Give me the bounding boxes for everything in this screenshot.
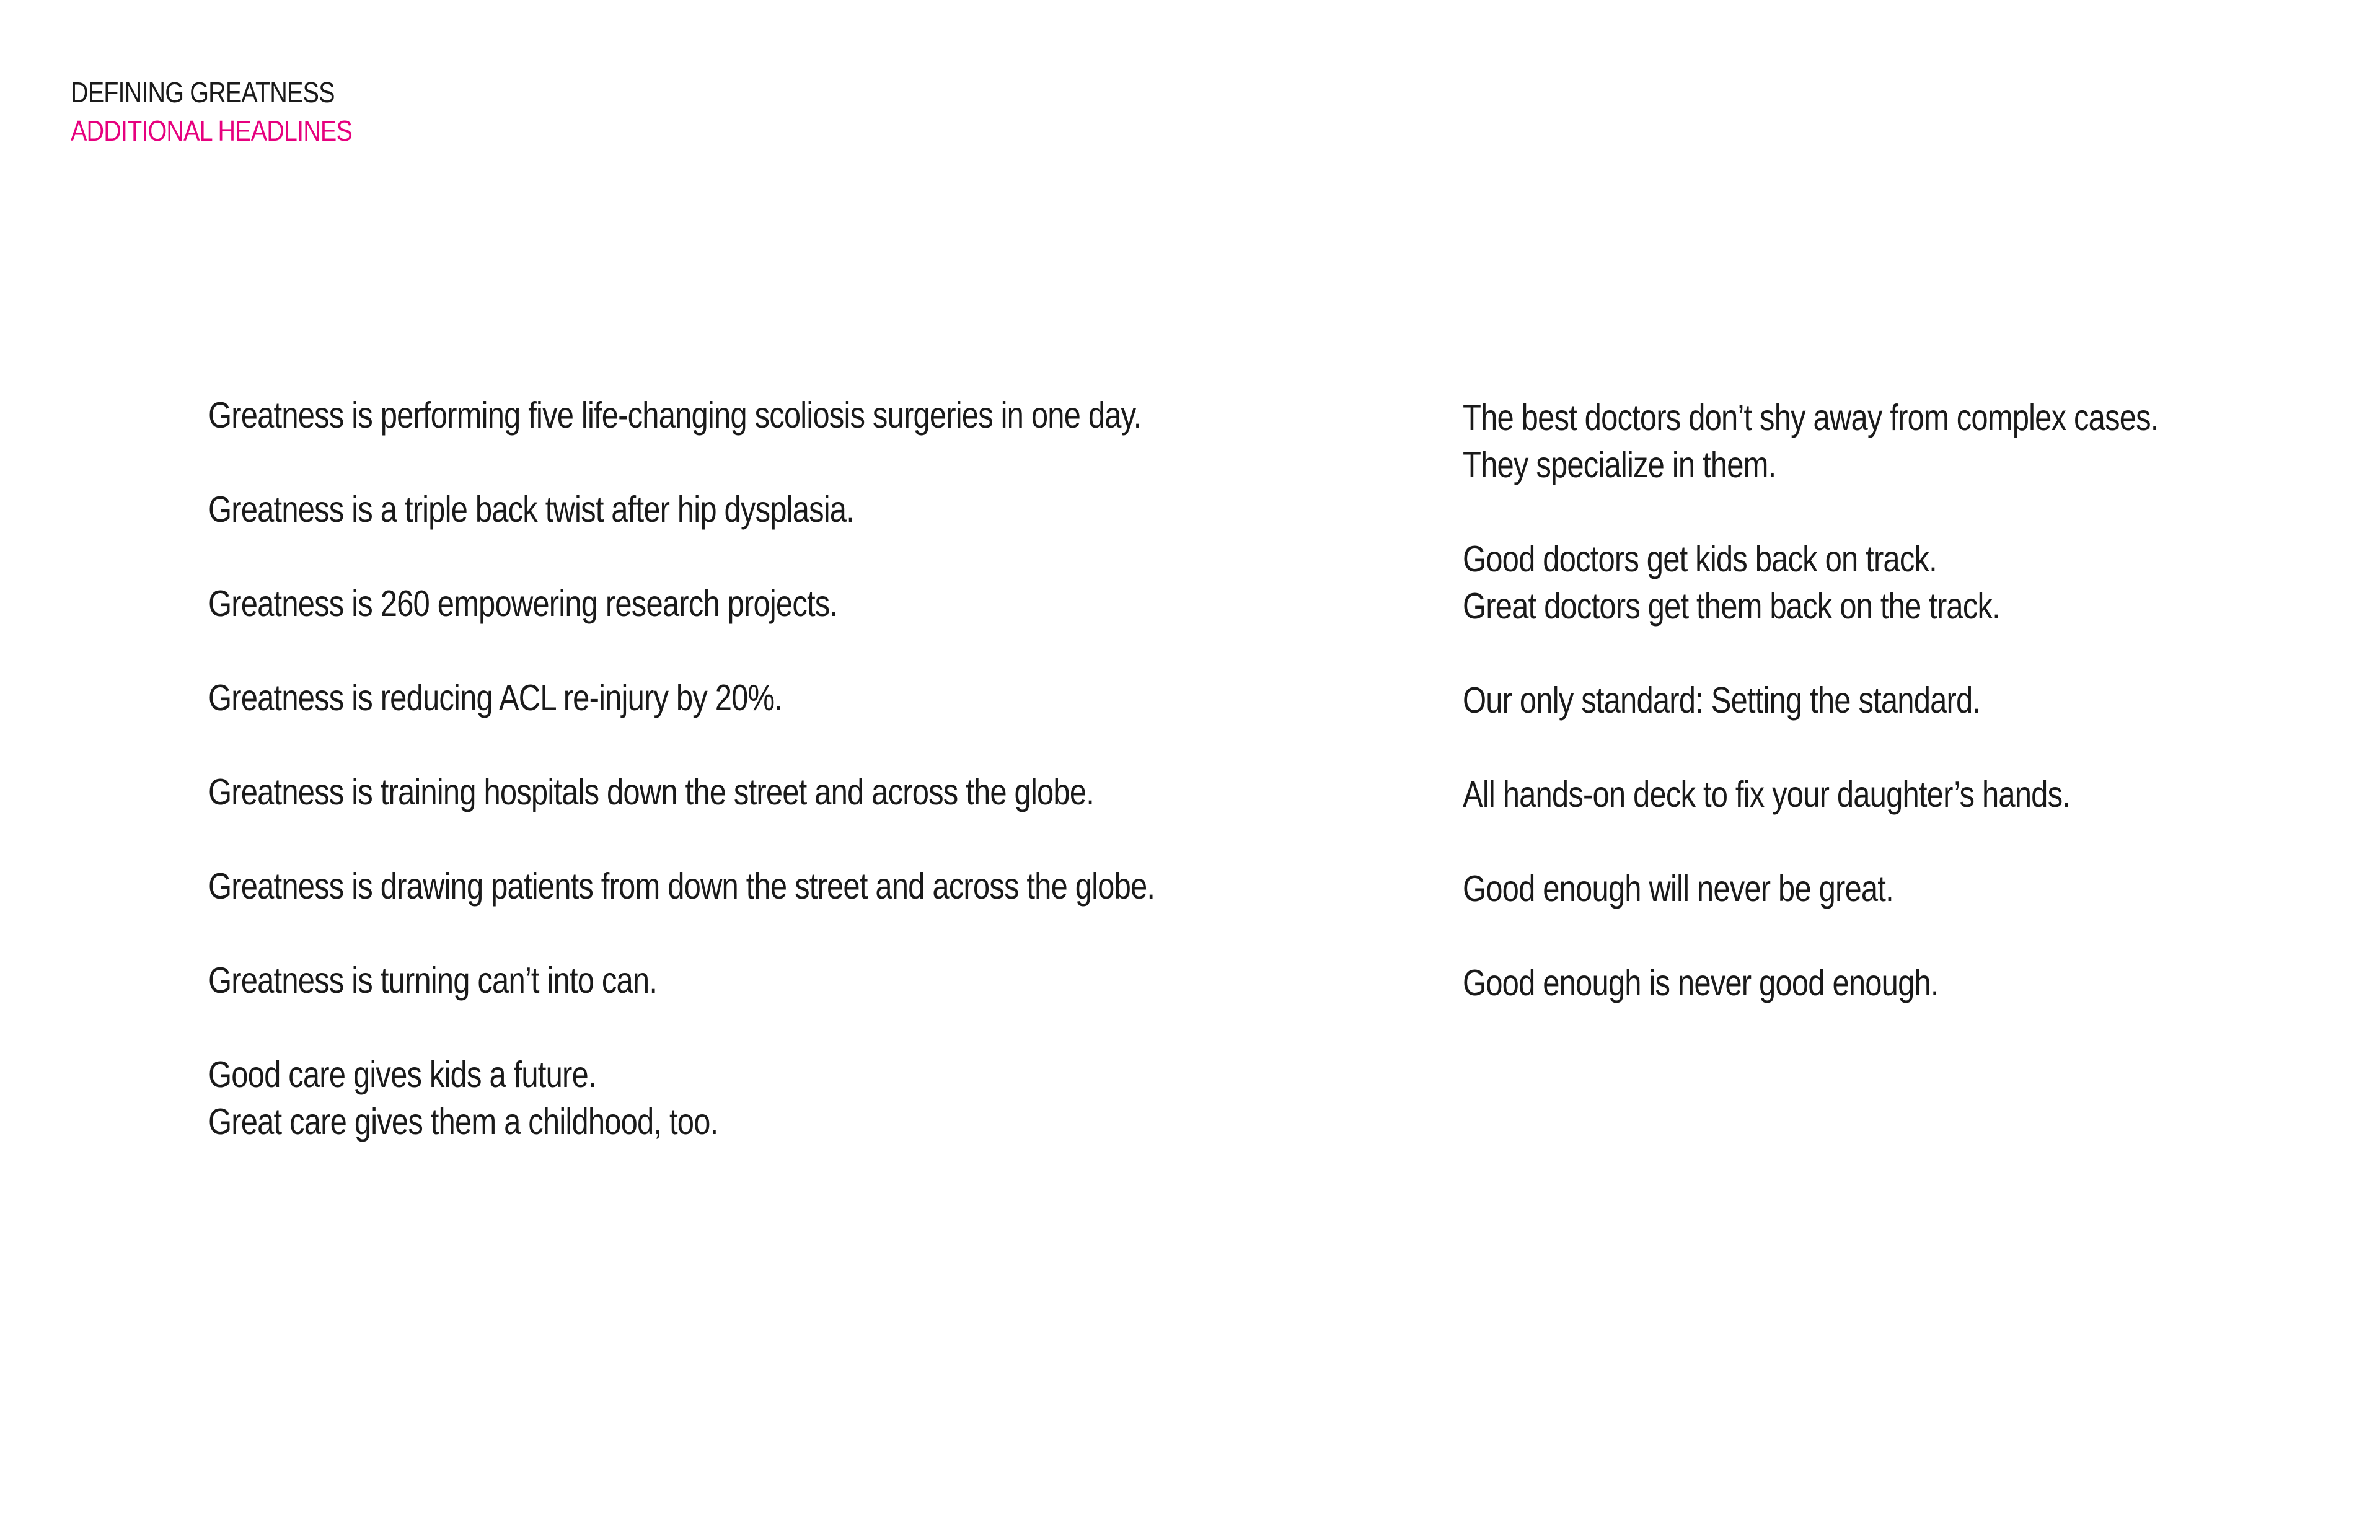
headline-line: Greatness is reducing ACL re-injury by 20%. [208, 677, 783, 718]
headline [208, 863, 1155, 910]
headline [208, 957, 1155, 1004]
headline [1463, 677, 2159, 724]
headline-line: Great care gives them a childhood, too. [208, 1101, 718, 1142]
headline [1463, 771, 2159, 818]
headline-line: Greatness is 260 empowering research projects. [208, 583, 838, 624]
headline [208, 486, 1155, 533]
headline-line: Greatness is turning can’t into can. [208, 960, 658, 1001]
headline-line: Greatness is performing five life-changing scoliosis surgeries in one day. [208, 395, 1142, 436]
headline [1463, 959, 2159, 1006]
headline-line: Good enough will never be great. [1463, 868, 1893, 909]
headline-line: The best doctors don’t shy away from complex cases. [1463, 397, 2159, 438]
headline-line: Good doctors get kids back on track. [1463, 539, 1937, 579]
headline [208, 1051, 1155, 1145]
headline [208, 674, 1155, 721]
headline [208, 580, 1155, 627]
headline-line: Great doctors get them back on the track. [1463, 586, 2000, 627]
headline-line: Greatness is training hospitals down the street and across the globe. [208, 772, 1095, 812]
headline-line: Our only standard: Setting the standard. [1463, 680, 1981, 721]
headline-line: Greatness is a triple back twist after hip dysplasia. [208, 489, 854, 530]
headline [1463, 394, 2159, 488]
left-headline-column [208, 392, 1155, 1192]
headline [1463, 865, 2159, 912]
headline-line: Good enough is never good enough. [1463, 962, 1939, 1003]
headline [208, 392, 1155, 439]
headline-line: Good care gives kids a future. [208, 1054, 596, 1095]
page-title: DEFINING GREATNESS [71, 76, 335, 108]
headline-line: Greatness is drawing patients from down the street and across the globe. [208, 866, 1155, 907]
headline-line: They specialize in them. [1463, 444, 1776, 485]
page-header [71, 73, 352, 150]
headline-line: All hands-on deck to fix your daughter’s hands. [1463, 774, 2071, 815]
headline [1463, 535, 2159, 630]
page-subtitle: ADDITIONAL HEADLINES [71, 115, 352, 147]
right-headline-column [1463, 394, 2159, 1054]
headline [208, 768, 1155, 816]
